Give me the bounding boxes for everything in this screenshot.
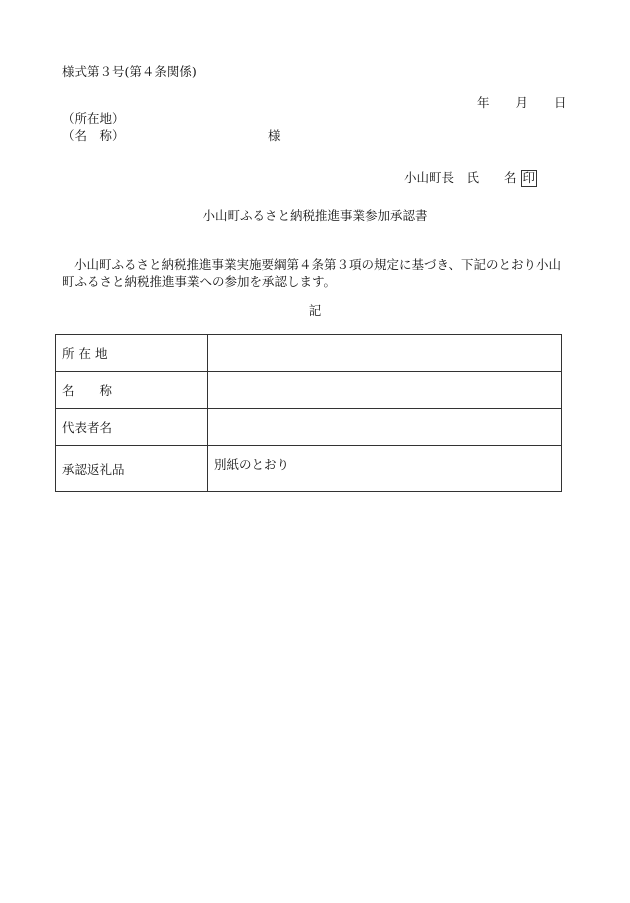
recipient-honorific: 様 bbox=[268, 128, 281, 143]
document-body: 小山町ふるさと納税推進事業実施要綱第４条第３項の規定に基づき、下記のとおり小山町ふるさと納税推進事業への参加を承認します。 bbox=[62, 257, 562, 289]
table-row bbox=[56, 372, 562, 409]
row-value-address bbox=[208, 335, 562, 372]
ki-heading: 記 bbox=[308, 303, 322, 318]
row-label-name: 名 称 bbox=[56, 372, 208, 409]
date-year-label: 年 bbox=[477, 95, 490, 110]
seal-mark: 印 bbox=[522, 170, 536, 185]
date-month-label: 月 bbox=[515, 95, 529, 110]
date-line bbox=[477, 97, 567, 110]
row-label-gifts: 承認返礼品 bbox=[56, 446, 208, 492]
row-label-representative: 代表者名 bbox=[56, 409, 208, 446]
issuer-title: 小山町長 氏 名 bbox=[404, 170, 517, 185]
table-row bbox=[56, 446, 562, 492]
document-title: 小山町ふるさと納税推進事業参加承認書 bbox=[202, 208, 428, 223]
issuer-line bbox=[404, 170, 537, 187]
row-value-name bbox=[208, 372, 562, 409]
date-day-label: 日 bbox=[554, 95, 567, 110]
detail-table bbox=[55, 334, 562, 492]
recipient-name-label: （名 称） bbox=[62, 128, 125, 143]
table-row bbox=[56, 335, 562, 372]
row-value-representative bbox=[208, 409, 562, 446]
recipient-address-label: （所在地） bbox=[62, 111, 125, 126]
table-row bbox=[56, 409, 562, 446]
form-number: 様式第３号(第４条関係) bbox=[62, 64, 197, 79]
row-value-gifts: 別紙のとおり bbox=[208, 446, 562, 492]
row-label-address: 所 在 地 bbox=[56, 335, 208, 372]
